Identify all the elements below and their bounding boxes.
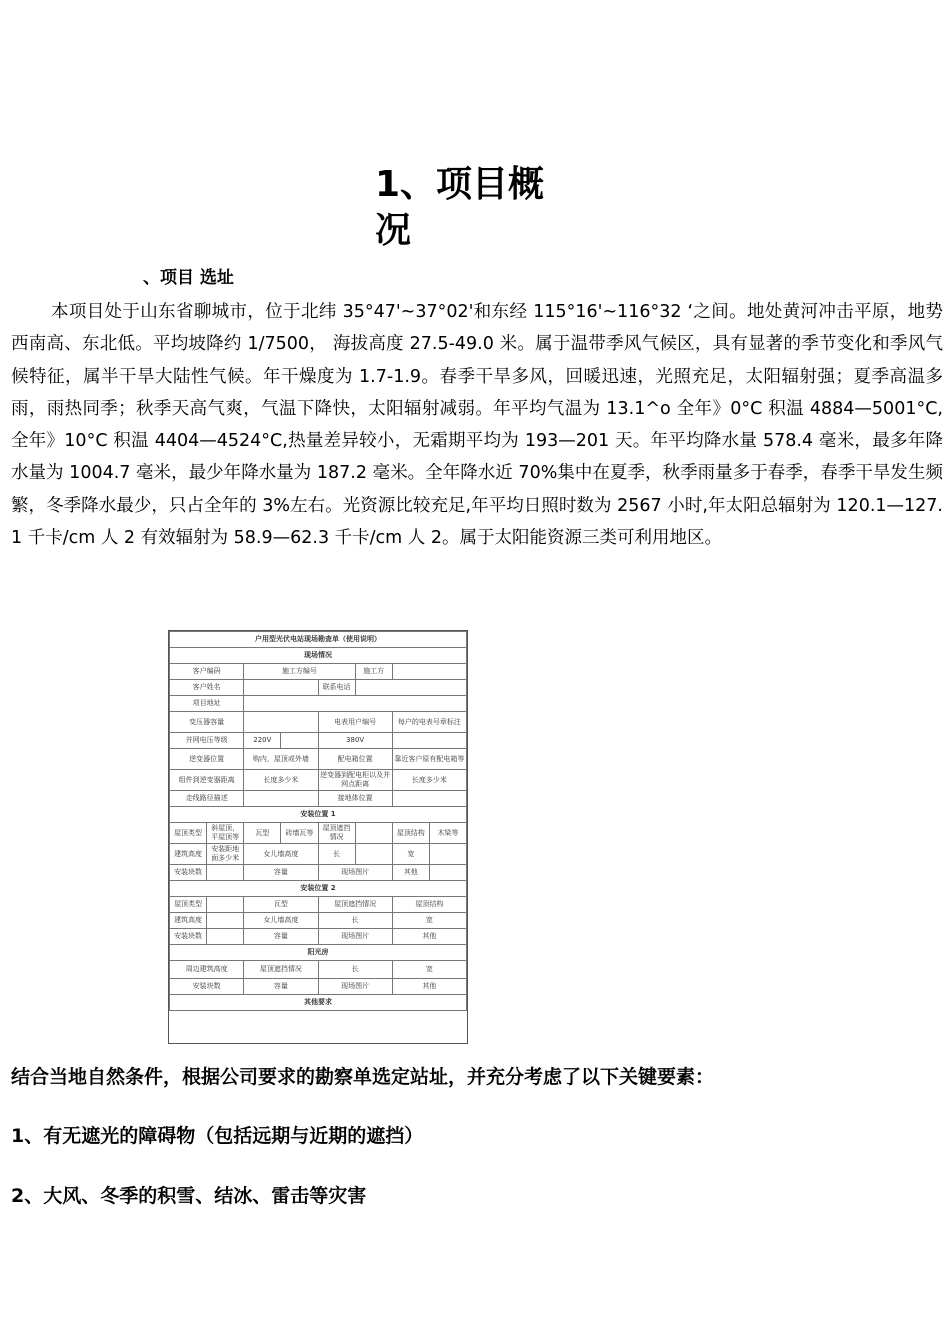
form-label: 宽	[392, 844, 429, 865]
form-label: 容量	[244, 865, 318, 881]
form-label: 屋顶结构	[392, 823, 429, 844]
key-point-2: 2、大风、冬季的积雪、结冰、雷击等灾害	[11, 1185, 367, 1207]
form-label: 周边建筑高度	[170, 961, 244, 979]
form-cell	[244, 680, 318, 696]
form-label: 变压器容量	[170, 712, 244, 733]
form-label: 屋顶结构	[392, 897, 466, 913]
form-section-sunroom: 阳光房	[170, 945, 467, 961]
form-cell	[392, 791, 466, 807]
form-label: 宽	[392, 913, 466, 929]
form-cell	[244, 791, 318, 807]
form-label: 容量	[244, 929, 318, 945]
form-hint: 长度多少米	[244, 770, 318, 791]
form-label: 女儿墙高度	[244, 913, 318, 929]
form-cell	[355, 680, 466, 696]
form-label: 长	[318, 844, 355, 865]
conclusion-heading: 结合当地自然条件，根据公司要求的勘察单选定站址，并充分考虑了以下关键要素：	[11, 1066, 715, 1088]
form-cell	[355, 823, 392, 844]
form-section-site: 现场情况	[170, 648, 467, 664]
form-label: 施工方	[355, 664, 392, 680]
form-label: 逆变器到配电柜以及并网点距离	[318, 770, 392, 791]
form-hint: 砖墙瓦等	[281, 823, 318, 844]
form-cell	[207, 913, 244, 929]
form-cell	[429, 865, 466, 881]
form-label: 瓦型	[244, 823, 281, 844]
form-cell	[392, 733, 466, 749]
form-label: 现场图片	[318, 865, 392, 881]
form-label: 屋顶类型	[170, 823, 207, 844]
form-label: 长	[318, 913, 392, 929]
form-label: 走线路径描述	[170, 791, 244, 807]
form-label: 其他	[392, 979, 466, 995]
form-label: 接地体位置	[318, 791, 392, 807]
form-cell	[355, 844, 392, 865]
form-label: 电表用户编号	[318, 712, 392, 733]
form-label: 现场图片	[318, 979, 392, 995]
form-label: 施工方编号	[244, 664, 355, 680]
form-hint: 木梁等	[429, 823, 466, 844]
survey-form-image	[168, 630, 468, 1044]
form-label: 安装块数	[170, 979, 244, 995]
page-title: 1、项目概况	[375, 164, 545, 251]
form-label: 屋顶遮挡情况	[318, 897, 392, 913]
form-section-install2: 安装位置 2	[170, 881, 467, 897]
form-label: 长	[318, 961, 392, 979]
form-label: 客户姓名	[170, 680, 244, 696]
form-cell	[392, 664, 466, 680]
form-label: 客户编码	[170, 664, 244, 680]
form-label: 组件到逆变器距离	[170, 770, 244, 791]
form-cell	[244, 696, 467, 712]
body-paragraph: 本项目处于山东省聊城市，位于北纬 35°47'~37°02'和东经 115°16'~116°32 ‘之间。地处黄河冲击平原，地势西南高、东北低。平均坡降约 1/7500， 海拔高度 27.5-49.0 米。属于温带季风气候区，具有显著的季节变化和季风气候特征，属半干旱大陆性气候。年干燥度为 1.7-1.9。春季干旱多风，回暖迅速，光照充足，太阳辐射强；夏季高温多雨，雨热同季；秋季天高气爽，气温下降快，太阳辐射减弱。年平均气温为 13.1^o 全年》0°C 积温 4884—5001°C,全年》10°C 积温 4404—4524°C,热量差异较小，无霜期平均为 193—201 天。年平均降水量 578.4 毫米，最多年降水量为 1004.7 毫米，最少年降水量为 187.2 毫米。全年降水近 70%集中在夏季，秋季雨量多于春季，春季干旱发生频繁，冬季降水最少，只占全年的 3%左右。光资源比较充足,年平均日照时数为 2567 小时,年太阳总辐射为 120.1—127.1 千卡/cm 人 2 有效辐射为 58.9—62.3 千卡/cm 人 2。属于太阳能资源三类可利用地区。	[11, 302, 943, 549]
form-label: 逆变器位置	[170, 749, 244, 770]
form-label: 屋顶遮挡情况	[244, 961, 318, 979]
form-label: 项目地址	[170, 696, 244, 712]
form-label: 并网电压等级	[170, 733, 244, 749]
form-cell	[207, 865, 244, 881]
form-cell	[207, 897, 244, 913]
form-label: 容量	[244, 979, 318, 995]
form-value: 380V	[318, 733, 392, 749]
key-point-1: 1、有无遮光的障碍物（包括远期与近期的遮挡）	[11, 1125, 424, 1147]
form-value: 220V	[244, 733, 281, 749]
form-cell	[207, 929, 244, 945]
form-cell	[244, 712, 318, 733]
form-label: 安装块数	[170, 929, 207, 945]
form-hint: 每户的电表号章标注	[392, 712, 466, 733]
form-hint: 安装距地面多少米	[207, 844, 244, 865]
form-hint: 长度多少米	[392, 770, 466, 791]
form-cell	[429, 844, 466, 865]
form-section-install1: 安装位置 1	[170, 807, 467, 823]
form-label: 其他	[392, 929, 466, 945]
form-label: 女儿墙高度	[244, 844, 318, 865]
form-label: 宽	[392, 961, 466, 979]
form-label: 瓦型	[244, 897, 318, 913]
form-cell	[281, 733, 318, 749]
form-hint: 斜屋顶，平屋顶等	[207, 823, 244, 844]
form-section-other: 其他要求	[170, 995, 467, 1011]
form-hint: 靠近客户原有配电箱等	[392, 749, 466, 770]
form-label: 其他	[392, 865, 429, 881]
form-label: 联系电话	[318, 680, 355, 696]
form-label: 建筑高度	[170, 844, 207, 865]
form-label: 屋顶类型	[170, 897, 207, 913]
form-label: 建筑高度	[170, 913, 207, 929]
form-title: 户用型光伏电站现场勘查单（使用说明）	[170, 632, 467, 648]
form-hint: 购内，屋顶或外墙	[244, 749, 318, 770]
form-label: 安装块数	[170, 865, 207, 881]
form-label: 现场图片	[318, 929, 392, 945]
section-subtitle: 、项目 选址	[143, 268, 234, 288]
form-label: 配电箱位置	[318, 749, 392, 770]
form-label: 屋顶遮挡情况	[318, 823, 355, 844]
